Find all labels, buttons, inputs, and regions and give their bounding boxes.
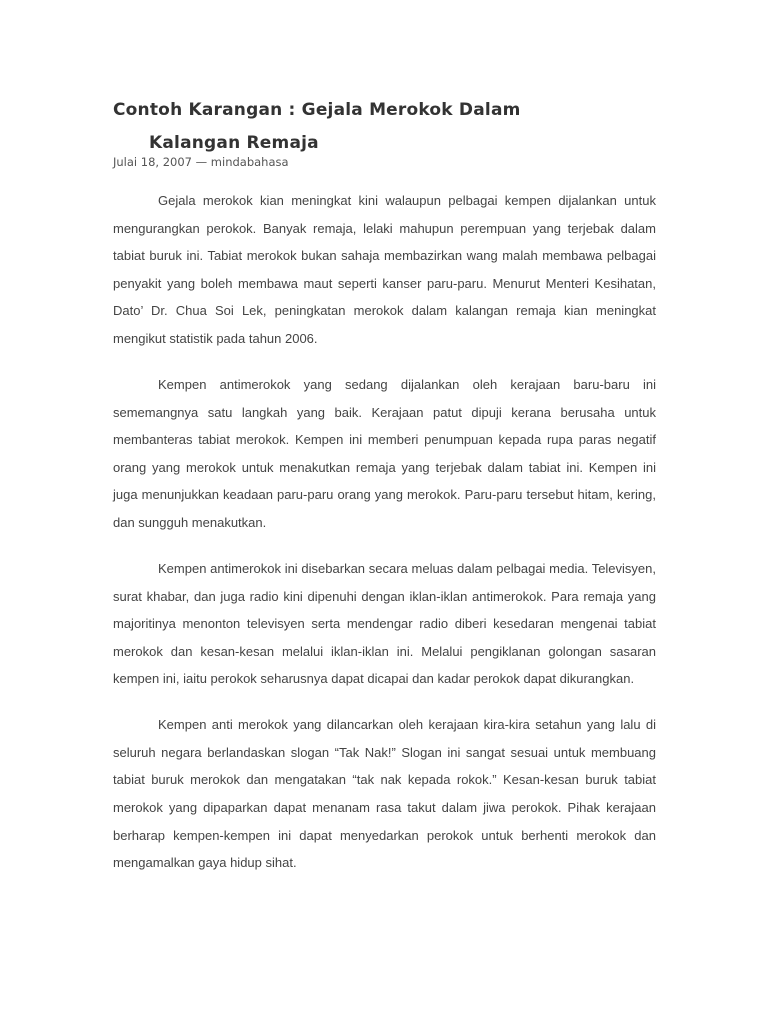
article-date: Julai 18, 2007 <box>113 155 192 169</box>
paragraph-1: Gejala merokok kian meningkat kini walaupun pelbagai kempen dijalankan untuk mengurangkan perokok. Banyak remaja, lelaki mahupun perempuan yang terjebak dalam tabiat buruk ini. Tabiat merokok bukan sahaja membazirkan wang malah membawa pelbagai penyakit yang boleh membawa maut seperti kanser paru-paru. Menurut Menteri Kesihatan, Dato’ Dr. Chua Soi Lek, peningkatan merokok dalam kalangan remaja kian meningkat mengikut statistik pada tahun 2006. <box>113 193 656 346</box>
article-title-line-2: Kalangan Remaja <box>149 133 319 153</box>
article-meta <box>113 155 289 169</box>
article-body <box>113 187 656 895</box>
article-author: mindabahasa <box>210 155 289 169</box>
paragraph-4: Kempen anti merokok yang dilancarkan oleh kerajaan kira-kira setahun yang lalu di seluruh negara berlandaskan slogan “Tak Nak!” Slogan ini sangat sesuai untuk membuang tabiat buruk merokok dan mengatakan “tak nak kepada rokok.” Kesan-kesan buruk tabiat merokok yang dipaparkan dapat menanam rasa takut dalam jiwa perokok. Pihak kerajaan berharap kempen-kempen ini dapat menyedarkan perokok untuk berhenti merokok dan mengamalkan gaya hidup sihat. <box>113 717 656 871</box>
article-title <box>113 94 673 160</box>
article-title-line-1: Contoh Karangan : Gejala Merokok Dalam <box>113 100 521 120</box>
paragraph-3: Kempen antimerokok ini disebarkan secara meluas dalam pelbagai media. Televisyen, surat khabar, dan juga radio kini dipenuhi dengan iklan-iklan antimerokok. Para remaja yang majoritinya menonton televisyen serta mendengar radio diberi kesedaran mengenai tabiat merokok dan kesan-kesan melalui iklan-iklan ini. Melalui pengiklanan golongan sasaran kempen ini, iaitu perokok seharusnya dapat dicapai dan kadar perokok dapat dikurangkan. <box>113 560 656 687</box>
paragraph-2: Kempen antimerokok yang sedang dijalankan oleh kerajaan baru-baru ini sememangnya satu langkah yang baik. Kerajaan patut dipuji kerana berusaha untuk membanteras tabiat merokok. Kempen ini memberi penumpuan kepada rupa paras negatif orang yang merokok untuk menakutkan remaja yang terjebak dalam tabiat ini. Kempen ini juga menunjukkan keadaan paru-paru orang yang merokok. Paru-paru tersebut hitam, kering, dan sungguh menakutkan. <box>113 376 656 530</box>
meta-separator: — <box>195 155 208 169</box>
